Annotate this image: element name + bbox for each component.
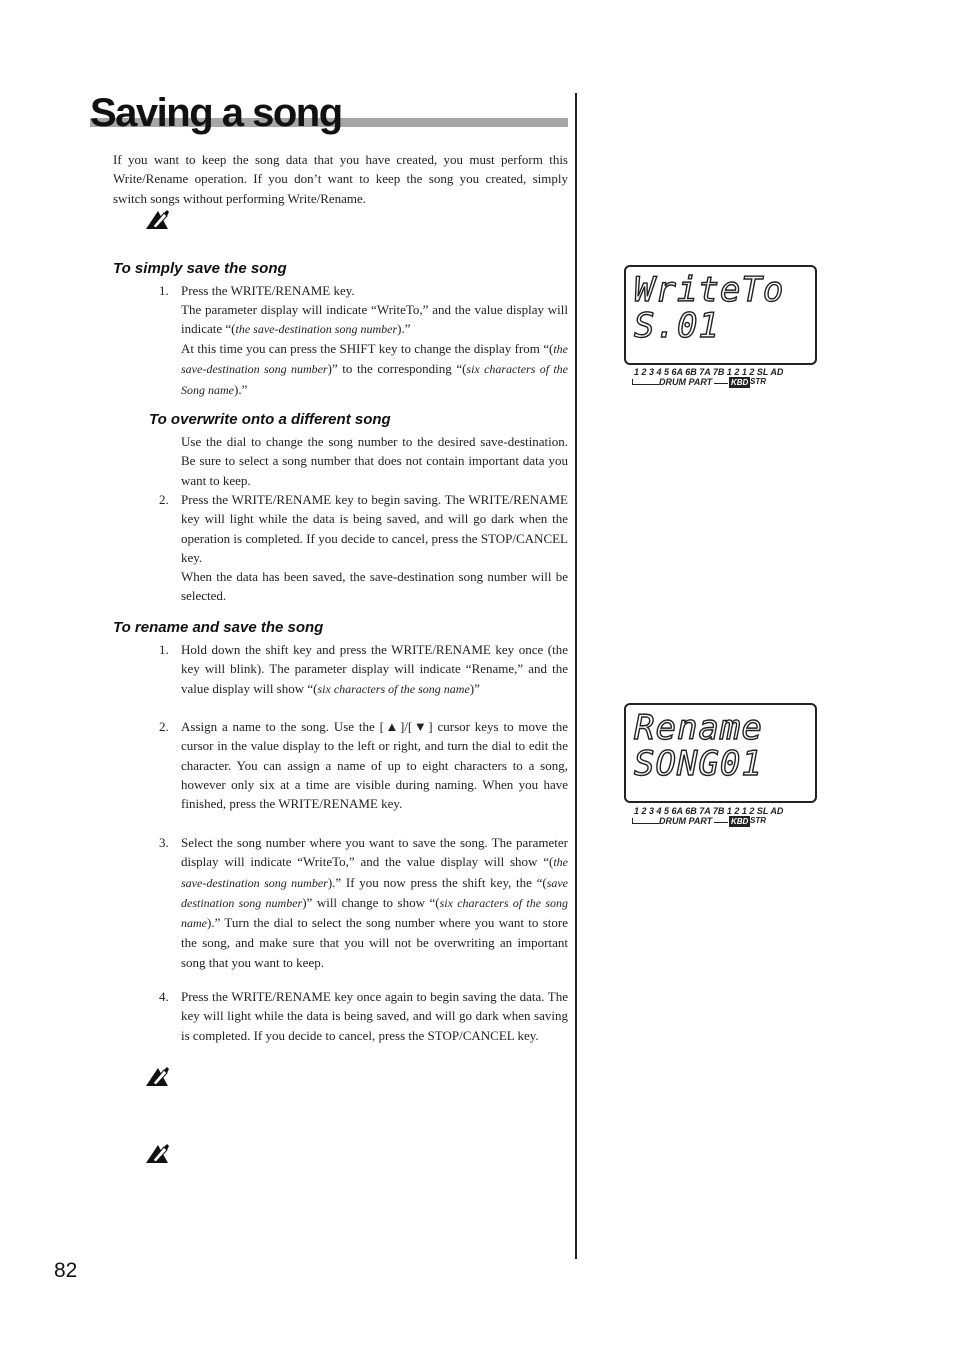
step-number: 4. [159, 989, 169, 1004]
str-label: STR [750, 377, 766, 386]
intro-paragraph: If you want to keep the song data that you have created, you must perform this Write/Rename operation. If you don’t want to keep the song you created, simply switch songs without performing Write/Rename. [113, 152, 568, 206]
lcd-indicator-row: 1 2 3 4 5 6A 6B 7A 7B 1 2 1 2 SL AD [634, 806, 784, 816]
step-text: Hold down the shift key and press the WRITE/RENAME key once (the key will blink). The parameter display will indicate “Rename,” and the value display will show “(six characters of the song name)” [181, 642, 568, 696]
page-title: Saving a song [90, 91, 342, 135]
step-number: 2. [159, 719, 169, 734]
connector-line [714, 383, 728, 384]
bracket-line [632, 379, 659, 385]
step-text: Select the song number where you want to save the song. The parameter display will indicate “WriteTo,” and the value display will show “(the save-destination song number).” If you now press the shift key, the “(save destination song number)” will change to show “(six characters of the song name).” Turn the dial to select the song number where you want to store the song, and make sure that you will not be overwriting an important song that you want to keep. [181, 835, 569, 970]
step-text: Press the WRITE/RENAME key. [181, 283, 355, 298]
step-text: At this time you can press the SHIFT key to change the display from “(the save-destination song number)” to the corresponding “(six characters of the Song name).” [181, 341, 569, 397]
bracket-line [632, 818, 659, 824]
lcd-indicator-labels [632, 378, 782, 392]
page-number: 82 [54, 1259, 78, 1282]
step-text: Press the WRITE/RENAME key to begin saving. The WRITE/RENAME key will light while the data is being saved, and will go dark when the operation is completed. If you decide to cancel, press the STOP/CANCEL key. [181, 492, 568, 565]
str-label: STR [750, 816, 766, 825]
step-number: 3. [159, 835, 169, 850]
kbd-badge: KBD [731, 378, 749, 387]
drum-part-label: DRUM PART [659, 816, 713, 826]
drum-part-label: DRUM PART [659, 377, 713, 387]
column-divider [575, 93, 577, 1259]
step-number: 1. [159, 283, 169, 298]
step-number: 2. [159, 492, 169, 507]
connector-line [714, 822, 728, 823]
lcd-display-writeto [624, 265, 817, 365]
caution-pen-icon [144, 1142, 170, 1164]
lcd-parameter-text: Rename [634, 708, 763, 748]
step-text: Assign a name to the song. Use the [▲]/[▼] cursor keys to move the cursor in the value display to the left or right, and turn the dial to edit the character. You can assign a name of up to eight characters to a song, however only six at a time are visible during naming. When you have finished, press the WRITE/RENAME key. [181, 719, 568, 812]
section-heading-rename: To rename and save the song [113, 619, 324, 636]
lcd-indicator-labels [632, 817, 782, 831]
step-text: When the data has been saved, the save-destination song number will be selected. [181, 569, 568, 604]
lcd-value-text: SONG01 [634, 744, 763, 784]
section-heading-simply-save: To simply save the song [113, 260, 287, 277]
lcd-display-rename [624, 703, 817, 803]
step-text: Press the WRITE/RENAME key once again to begin saving the data. The key will light while the data is being saved, and will go dark when saving is completed. If you decide to cancel, press the STOP/CANCEL key. [181, 989, 568, 1043]
lcd-indicator-row: 1 2 3 4 5 6A 6B 7A 7B 1 2 1 2 SL AD [634, 367, 784, 377]
section-heading-overwrite: To overwrite onto a different song [149, 411, 391, 428]
lcd-parameter-text: WriteTo [634, 270, 785, 310]
kbd-badge: KBD [731, 817, 749, 826]
caution-pen-icon [144, 1065, 170, 1087]
step-number: 1. [159, 642, 169, 657]
step-text: The parameter display will indicate “WriteTo,” and the value display will indicate “(the save-destination song number).” [181, 302, 568, 337]
step-text: Use the dial to change the song number to the desired save-destination. Be sure to select a song number that does not contain important data you want to keep. [181, 434, 568, 488]
caution-pen-icon [144, 208, 170, 230]
lcd-value-text: S.01 [634, 306, 720, 346]
